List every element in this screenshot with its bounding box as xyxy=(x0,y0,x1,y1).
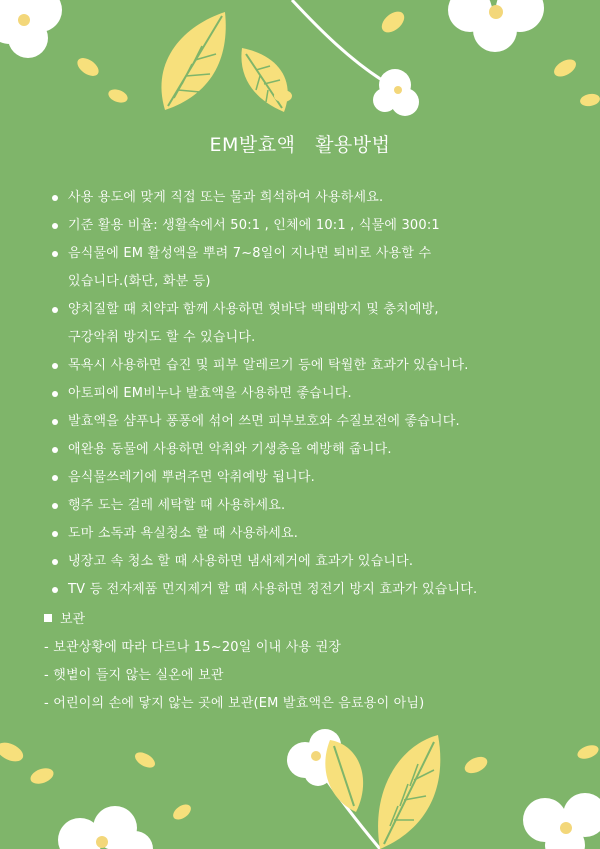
petal-icon xyxy=(107,87,130,105)
square-bullet-icon xyxy=(44,614,52,622)
list-item: 도마 소독과 욕실청소 할 때 사용하세요. xyxy=(48,520,588,548)
list-item: 발효액을 샴푸나 퐁퐁에 섞어 쓰면 피부보호와 수질보전에 좋습니다. xyxy=(48,408,588,436)
list-item: 사용 용도에 맞게 직접 또는 물과 희석하여 사용하세요. xyxy=(48,184,588,212)
stem-icon xyxy=(292,0,385,82)
bullet-icon xyxy=(52,307,58,313)
leaf-icon xyxy=(378,735,440,849)
page-title: EM발효액 활용방법 xyxy=(209,134,391,156)
bullet-icon xyxy=(52,419,58,425)
petal-icon xyxy=(74,54,102,79)
petal-icon xyxy=(462,754,490,777)
bullet-icon xyxy=(52,559,58,565)
petal-icon xyxy=(579,92,600,107)
storage-section xyxy=(44,606,564,718)
petal-icon xyxy=(551,56,579,80)
petal-icon xyxy=(274,90,292,102)
bullet-icon xyxy=(52,475,58,481)
usage-list xyxy=(48,184,588,604)
list-item: 행주 도는 걸레 세탁할 때 사용하세요. xyxy=(48,492,588,520)
list-item: 음식물에 EM 활성액을 뿌려 7~8일이 지나면 퇴비로 사용할 수 있습니다.(화단, 화분 등) xyxy=(48,240,588,296)
bullet-icon xyxy=(52,503,58,509)
list-item: 기준 활용 비율: 생활속에서 50:1 , 인체에 10:1 , 식물에 300:1 xyxy=(48,212,588,240)
storage-item: - 보관상황에 따라 다르나 15~20일 이내 사용 권장 xyxy=(44,640,342,655)
storage-heading: 보관 xyxy=(44,606,564,634)
list-item: TV 등 전자제품 먼지제거 할 때 사용하면 정전기 방지 효과가 있습니다. xyxy=(48,576,588,604)
leaf-icon xyxy=(325,740,363,812)
flower-icon xyxy=(523,793,600,849)
list-item: 냉장고 속 청소 할 때 사용하면 냄새제거에 효과가 있습니다. xyxy=(48,548,588,576)
petal-icon xyxy=(28,765,55,786)
list-item: 양치질할 때 치약과 함께 사용하면 혓바닥 백태방지 및 충치예방, 구강악취 방지도 할 수 있습니다. xyxy=(48,296,588,352)
petal-icon xyxy=(132,749,157,770)
bullet-icon xyxy=(52,251,58,257)
bullet-icon xyxy=(52,223,58,229)
petal-icon xyxy=(0,739,26,765)
list-item: 음식물쓰레기에 뿌려주면 악취예방 됩니다. xyxy=(48,464,588,492)
storage-item: - 햇볕이 들지 않는 실온에 보관 xyxy=(44,668,224,683)
bullet-icon xyxy=(52,447,58,453)
petal-icon xyxy=(378,8,408,37)
leaf-icon xyxy=(241,48,287,112)
flower-icon xyxy=(448,0,544,52)
flower-icon xyxy=(373,69,419,116)
bullet-icon xyxy=(52,391,58,397)
list-item: 목욕시 사용하면 습진 및 피부 알레르기 등에 탁월한 효과가 있습니다. xyxy=(48,352,588,380)
bullet-icon xyxy=(52,531,58,537)
leaf-icon xyxy=(161,12,225,110)
storage-item: - 어린이의 손에 닿지 않는 곳에 보관(EM 발효액은 음료용이 아님) xyxy=(44,696,425,711)
bullet-icon xyxy=(52,363,58,369)
flower-icon xyxy=(58,806,153,849)
petal-icon xyxy=(576,743,600,762)
petal-icon xyxy=(170,801,193,822)
bullet-icon xyxy=(52,195,58,201)
list-item: 아토피에 EM비누나 발효액을 사용하면 좋습니다. xyxy=(48,380,588,408)
flower-icon xyxy=(0,0,62,58)
bullet-icon xyxy=(52,587,58,593)
list-item: 애완용 동물에 사용하면 악취와 기생충을 예방해 줍니다. xyxy=(48,436,588,464)
